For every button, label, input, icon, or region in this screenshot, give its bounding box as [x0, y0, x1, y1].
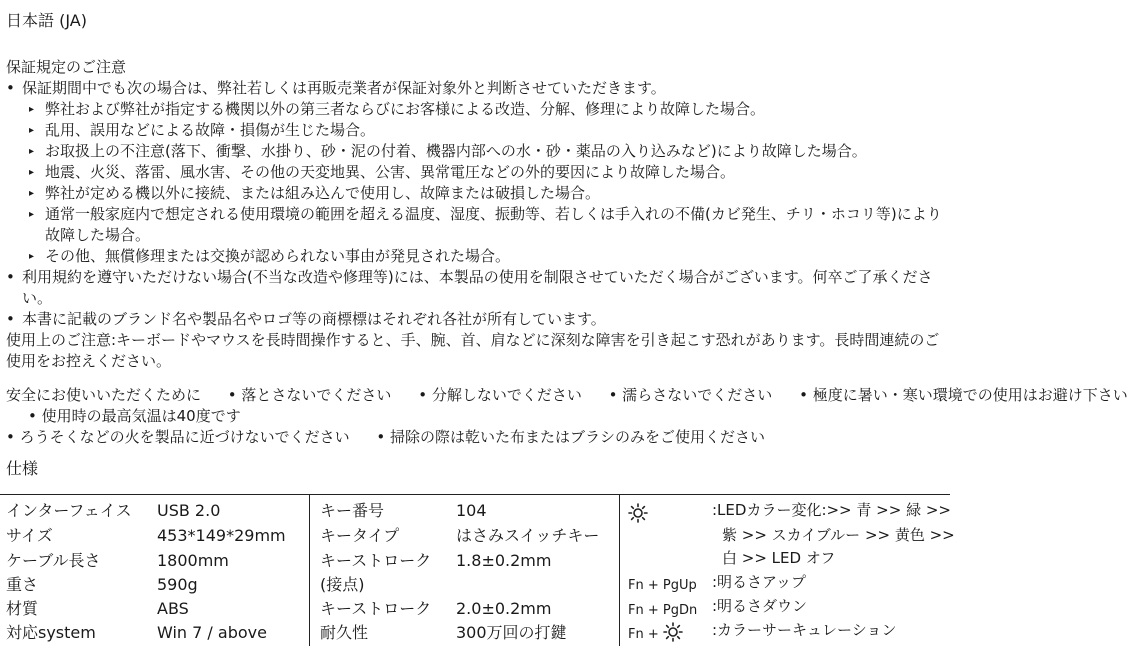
spec-label: 重さ [6, 575, 39, 594]
function-key: Fn + PgDn [628, 603, 698, 618]
safety-item: 分解しないでください [431, 386, 582, 404]
warranty-case: ▸ お取扱上の不注意(落下、衝撃、水掛り、砂・泥の付着、機器内部への水・砂・薬品の入り込みなど)により故障した場合。 [6, 141, 946, 162]
spec-value: Win 7 / above [157, 623, 267, 642]
safety-item: 落とさないでください [241, 386, 392, 404]
safety-item: 濡らさないでください [622, 386, 773, 404]
table-divider [309, 494, 310, 646]
spec-value: 1800mm [157, 551, 229, 570]
specs-heading: 仕様 [6, 459, 39, 478]
safety-item: 掃除の際は乾いた布またはブラシのみをご使用ください [390, 428, 766, 446]
warranty-case: ▸ 通常一般家庭内で想定される使用環境の範囲を超える温度、湿度、振動等、若しくは手入れの不備(カビ発生、チリ・ホコリ等)により故障した場合。 [6, 204, 946, 246]
safety-item: ろうそくなどの火を製品に近づけないでください [19, 428, 350, 446]
spec-label: キー番号 [320, 501, 385, 520]
safety-item: 極度に暑い・寒い環境での使用はお避け下さい [812, 386, 1128, 404]
warranty-case: ▸ 地震、火災、落雷、風水害、その他の天変地異、公害、異常電圧などの外的要因により故障した場合。 [6, 162, 946, 183]
spec-value: 104 [456, 501, 487, 520]
spec-value: 2.0±0.2mm [456, 599, 552, 618]
spec-value: 590g [157, 575, 198, 594]
warranty-case: ▸ 弊社および弊社が指定する機関以外の第三者ならびにお客様による改造、分解、修理により故障した場合。 [6, 99, 946, 120]
spec-value: USB 2.0 [157, 501, 221, 520]
terms-notice: • 利用規約を遵守いただけない場合(不当な改造や修理等)には、本製品の使用を制限させていただく場合がございます。何卒ご了承ください。 [6, 267, 946, 309]
function-desc: 白 >> LED オフ [722, 549, 836, 567]
warranty-section [6, 57, 946, 372]
function-key: Fn + PgUp [628, 578, 697, 593]
spec-label: 対応system [6, 623, 96, 642]
spec-label: 材質 [6, 599, 39, 618]
warranty-intro: • 保証期間中でも次の場合は、弊社若しくは再販売業者が保証対象外と判断させていただきます。 [6, 78, 946, 99]
spec-label: キーストローク [320, 599, 432, 618]
spec-label: インターフェイス [6, 501, 132, 520]
warranty-case: ▸ その他、無償修理または交換が認められない事由が発見された場合。 [6, 246, 946, 267]
sun-icon [628, 503, 648, 523]
warranty-case: ▸ 乱用、誤用などによる故障・損傷が生じた場合。 [6, 120, 946, 141]
function-desc: 紫 >> スカイブルー >> 黄色 >> [722, 526, 955, 544]
spec-value: はさみスイッチキー [456, 526, 600, 545]
spec-label: (接点) [320, 575, 365, 594]
spec-value: 300万回の打鍵 [456, 623, 567, 642]
safety-label: 安全にお使いいただくために [6, 386, 202, 404]
function-desc: :明るさアップ [712, 573, 807, 591]
trademark-notice: • 本書に記載のブランド名や製品名やロゴ等の商標標はそれぞれ各社が所有しています。 [6, 309, 946, 330]
spec-label: キーストローク [320, 551, 432, 570]
function-desc: :LEDカラー変化:>> 青 >> 緑 >> [712, 501, 951, 519]
language-header: 日本語 (JA) [6, 11, 87, 30]
spec-label: サイズ [6, 526, 53, 545]
spec-label: ケーブル長さ [6, 551, 101, 570]
usage-caution: 使用上のご注意:キーボードやマウスを長時間操作すると、手、腕、首、肩などに深刻な障害を引き起こす恐れがあります。長時間連続のご使用をお控えください。 [6, 331, 940, 370]
function-desc: :カラーサーキュレーション [712, 621, 897, 639]
spec-value: ABS [157, 599, 189, 618]
sun-icon [663, 622, 683, 642]
table-top-rule [0, 494, 950, 495]
spec-label: キータイプ [320, 526, 400, 545]
warranty-case: ▸ 弊社が定める機以外に接続、または組み込んで使用し、故障または破損した場合。 [6, 183, 946, 204]
spec-value: 453*149*29mm [157, 526, 286, 545]
spec-value: 1.8±0.2mm [456, 551, 552, 570]
safety-item: 使用時の最高気温は40度です [41, 407, 241, 425]
table-divider [619, 494, 620, 646]
safety-section: 安全にお使いいただくために • 落とさないでください • 分解しないでください • 濡らさないでください • 極度に暑い・寒い環境での使用はお避け下さい • 使用時の最高気温は40度です • ろうそくなどの火を製品に近づけないでください • 掃除の際は乾いた布またはブラシのみをご使用ください [6, 386, 1128, 446]
spec-label: 耐久性 [320, 623, 369, 642]
function-key: Fn + [628, 627, 659, 642]
function-desc: :明るさダウン [712, 597, 808, 615]
warranty-heading: 保証規定のご注意 [6, 58, 127, 76]
